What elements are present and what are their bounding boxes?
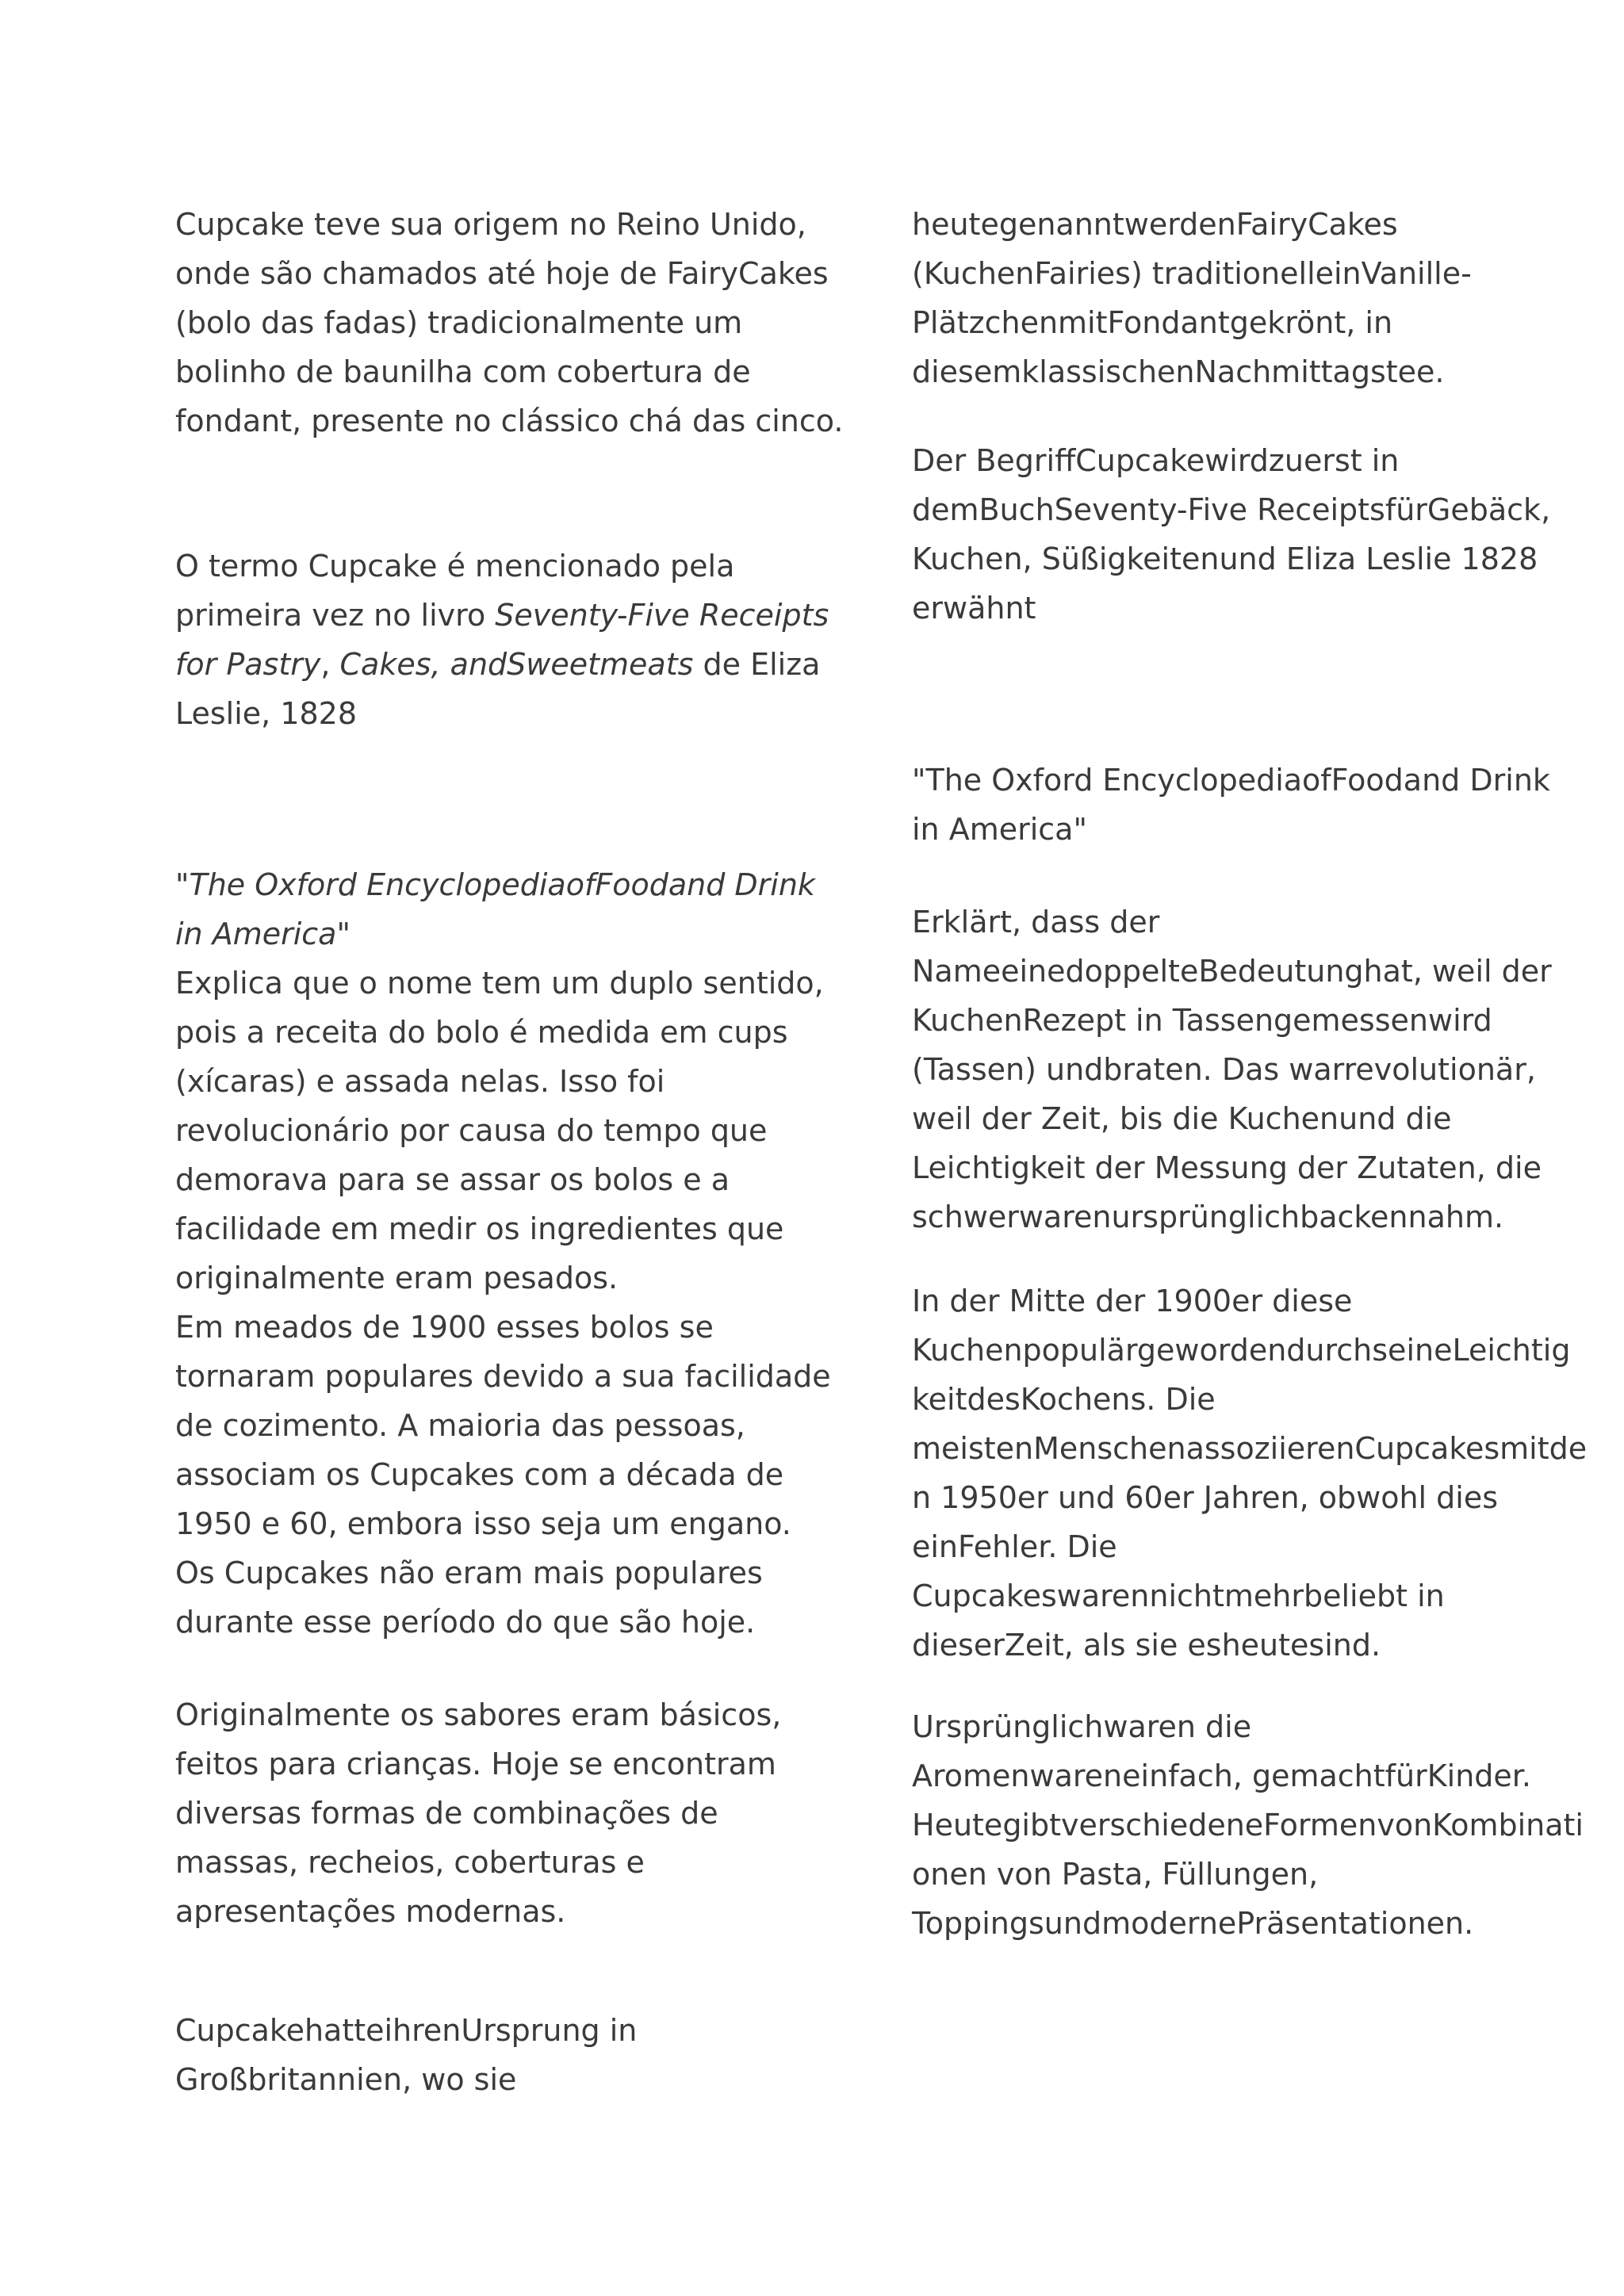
text-line: Der BegriffCupcakewirdzuerst in: [912, 443, 1400, 478]
text-line: erwähnt: [912, 591, 1036, 626]
text-line: NameeinedoppelteBedeutunghat, weil der: [912, 954, 1552, 989]
text-line: facilidade em medir os ingredientes que: [175, 1211, 784, 1246]
text-line: associam os Cupcakes com a década de: [175, 1457, 784, 1492]
text-line: Em meados de 1900 esses bolos se: [175, 1310, 714, 1345]
text-line: in America": [912, 812, 1087, 847]
text-line: (Tassen) undbraten. Das warrevolutionär,: [912, 1052, 1536, 1087]
quote-line: "The Oxford EncyclopediaofFoodand Drink: [175, 867, 815, 902]
text-line: durante esse período do que são hoje.: [175, 1605, 756, 1640]
paragraph-origin-de-start: [175, 2006, 637, 2104]
text-line: demorava para se assar os bolos e a: [175, 1162, 730, 1197]
text-line: feitos para crianças. Hoje se encontram: [175, 1747, 776, 1781]
text-line: O termo Cupcake é mencionado pela: [175, 549, 735, 584]
text-line: fondant, presente no clássico chá das cinco.: [175, 404, 844, 438]
text-line: demBuchSeventy-Five ReceiptsfürGebäck,: [912, 492, 1551, 527]
text-line: tornaram populares devido a sua facilidade: [175, 1359, 831, 1394]
book-title-italic: for Pastry: [175, 647, 321, 682]
paragraph-origin-pt: [175, 200, 843, 446]
text-line: Aromenwareneinfach, gemachtfürKinder.: [912, 1758, 1531, 1793]
text-run: ,: [320, 647, 340, 682]
text-line: einFehler. Die: [912, 1529, 1117, 1564]
paragraph-popularity-de: [912, 1276, 1587, 1670]
text-line: n 1950er und 60er Jahren, obwohl dies: [912, 1480, 1499, 1515]
text-line: apresentações modernas.: [175, 1894, 566, 1929]
text-line: In der Mitte der 1900er diese: [912, 1284, 1353, 1318]
right-column: [912, 0, 1588, 2296]
text-line: massas, recheios, coberturas e: [175, 1845, 645, 1880]
text-line: Cupcake teve sua origem no Reino Unido,: [175, 207, 806, 242]
text-line: heutegenanntwerdenFairyCakes: [912, 207, 1398, 242]
paragraph-term-pt: [175, 541, 829, 738]
text-line: keitdesKochens. Die: [912, 1382, 1216, 1417]
text-line: schwerwarenursprünglichbackennahm.: [912, 1200, 1504, 1234]
text-line: Ursprünglichwaren die: [912, 1709, 1252, 1744]
text-line: diesemklassischenNachmittagstee.: [912, 354, 1445, 389]
text-line: PlätzchenmitFondantgekrönt, in: [912, 305, 1393, 340]
paragraph-flavors-de: [912, 1702, 1584, 1948]
text-line: onde são chamados até hoje de FairyCakes: [175, 256, 829, 291]
text-line: CupcakehatteihrenUrsprung in: [175, 2013, 638, 2048]
text-line: meistenMenschenassoziierenCupcakesmitde: [912, 1431, 1588, 1466]
text-line: originalmente eram pesados.: [175, 1261, 619, 1295]
text-line: Großbritannien, wo sie: [175, 2062, 517, 2097]
text-run: primeira vez no livro: [175, 598, 496, 633]
text-line: Os Cupcakes não eram mais populares: [175, 1556, 763, 1590]
text-line: (KuchenFairies) traditionelleinVanille-: [912, 256, 1472, 291]
text-line: dieserZeit, als sie esheutesind.: [912, 1628, 1381, 1663]
text-line: KuchenRezept in Tassengemessenwird: [912, 1003, 1492, 1038]
text-line: Leichtigkeit der Messung der Zutaten, die: [912, 1150, 1542, 1185]
text-line: ToppingsundmodernePräsentationen.: [912, 1906, 1474, 1941]
text-line: Kuchen, Süßigkeitenund Eliza Leslie 1828: [912, 541, 1538, 576]
quote-line: in America": [175, 916, 350, 951]
text-line: diversas formas de combinações de: [175, 1796, 718, 1831]
text-line: (bolo das fadas) tradicionalmente um: [175, 305, 743, 340]
text-line: weil der Zeit, bis die Kuchenund die: [912, 1101, 1452, 1136]
text-line: "The Oxford EncyclopediaofFoodand Drink: [912, 763, 1550, 798]
left-column: [175, 0, 844, 2296]
text-line: Leslie, 1828: [175, 696, 358, 731]
paragraph-encyclopedia-pt: [175, 860, 831, 1647]
text-line: de cozimento. A maioria das pessoas,: [175, 1408, 745, 1443]
text-line: KuchenpopulärgewordendurchseineLeichtig: [912, 1333, 1571, 1368]
text-line: Cupcakeswarennichtmehrbeliebt in: [912, 1578, 1445, 1613]
paragraph-explanation-de: [912, 897, 1552, 1242]
paragraph-term-de: [912, 436, 1550, 633]
text-line: pois a receita do bolo é medida em cups: [175, 1015, 788, 1050]
paragraph-origin-de-cont: [912, 200, 1472, 396]
text-line: Erklärt, dass der: [912, 905, 1160, 939]
text-line: revolucionário por causa do tempo que: [175, 1113, 768, 1148]
paragraph-flavors-pt: [175, 1690, 781, 1936]
text-line: HeutegibtverschiedeneFormenvonKombinati: [912, 1808, 1584, 1843]
text-line: Explica que o nome tem um duplo sentido,: [175, 966, 824, 1001]
text-line: [175, 640, 829, 689]
text-line: onen von Pasta, Füllungen,: [912, 1857, 1319, 1892]
text-line: 1950 e 60, embora isso seja um engano.: [175, 1506, 791, 1541]
text-run: de Eliza: [693, 647, 821, 682]
book-title-italic: Cakes, andSweetmeats: [339, 647, 694, 682]
text-line: (xícaras) e assada nelas. Isso foi: [175, 1064, 665, 1099]
book-title-italic: Seventy-Five Receipts: [495, 598, 829, 633]
text-line: bolinho de baunilha com cobertura de: [175, 354, 751, 389]
paragraph-encyclopedia-title-de: [912, 756, 1550, 854]
text-line: [175, 591, 829, 640]
text-line: Originalmente os sabores eram básicos,: [175, 1697, 782, 1732]
